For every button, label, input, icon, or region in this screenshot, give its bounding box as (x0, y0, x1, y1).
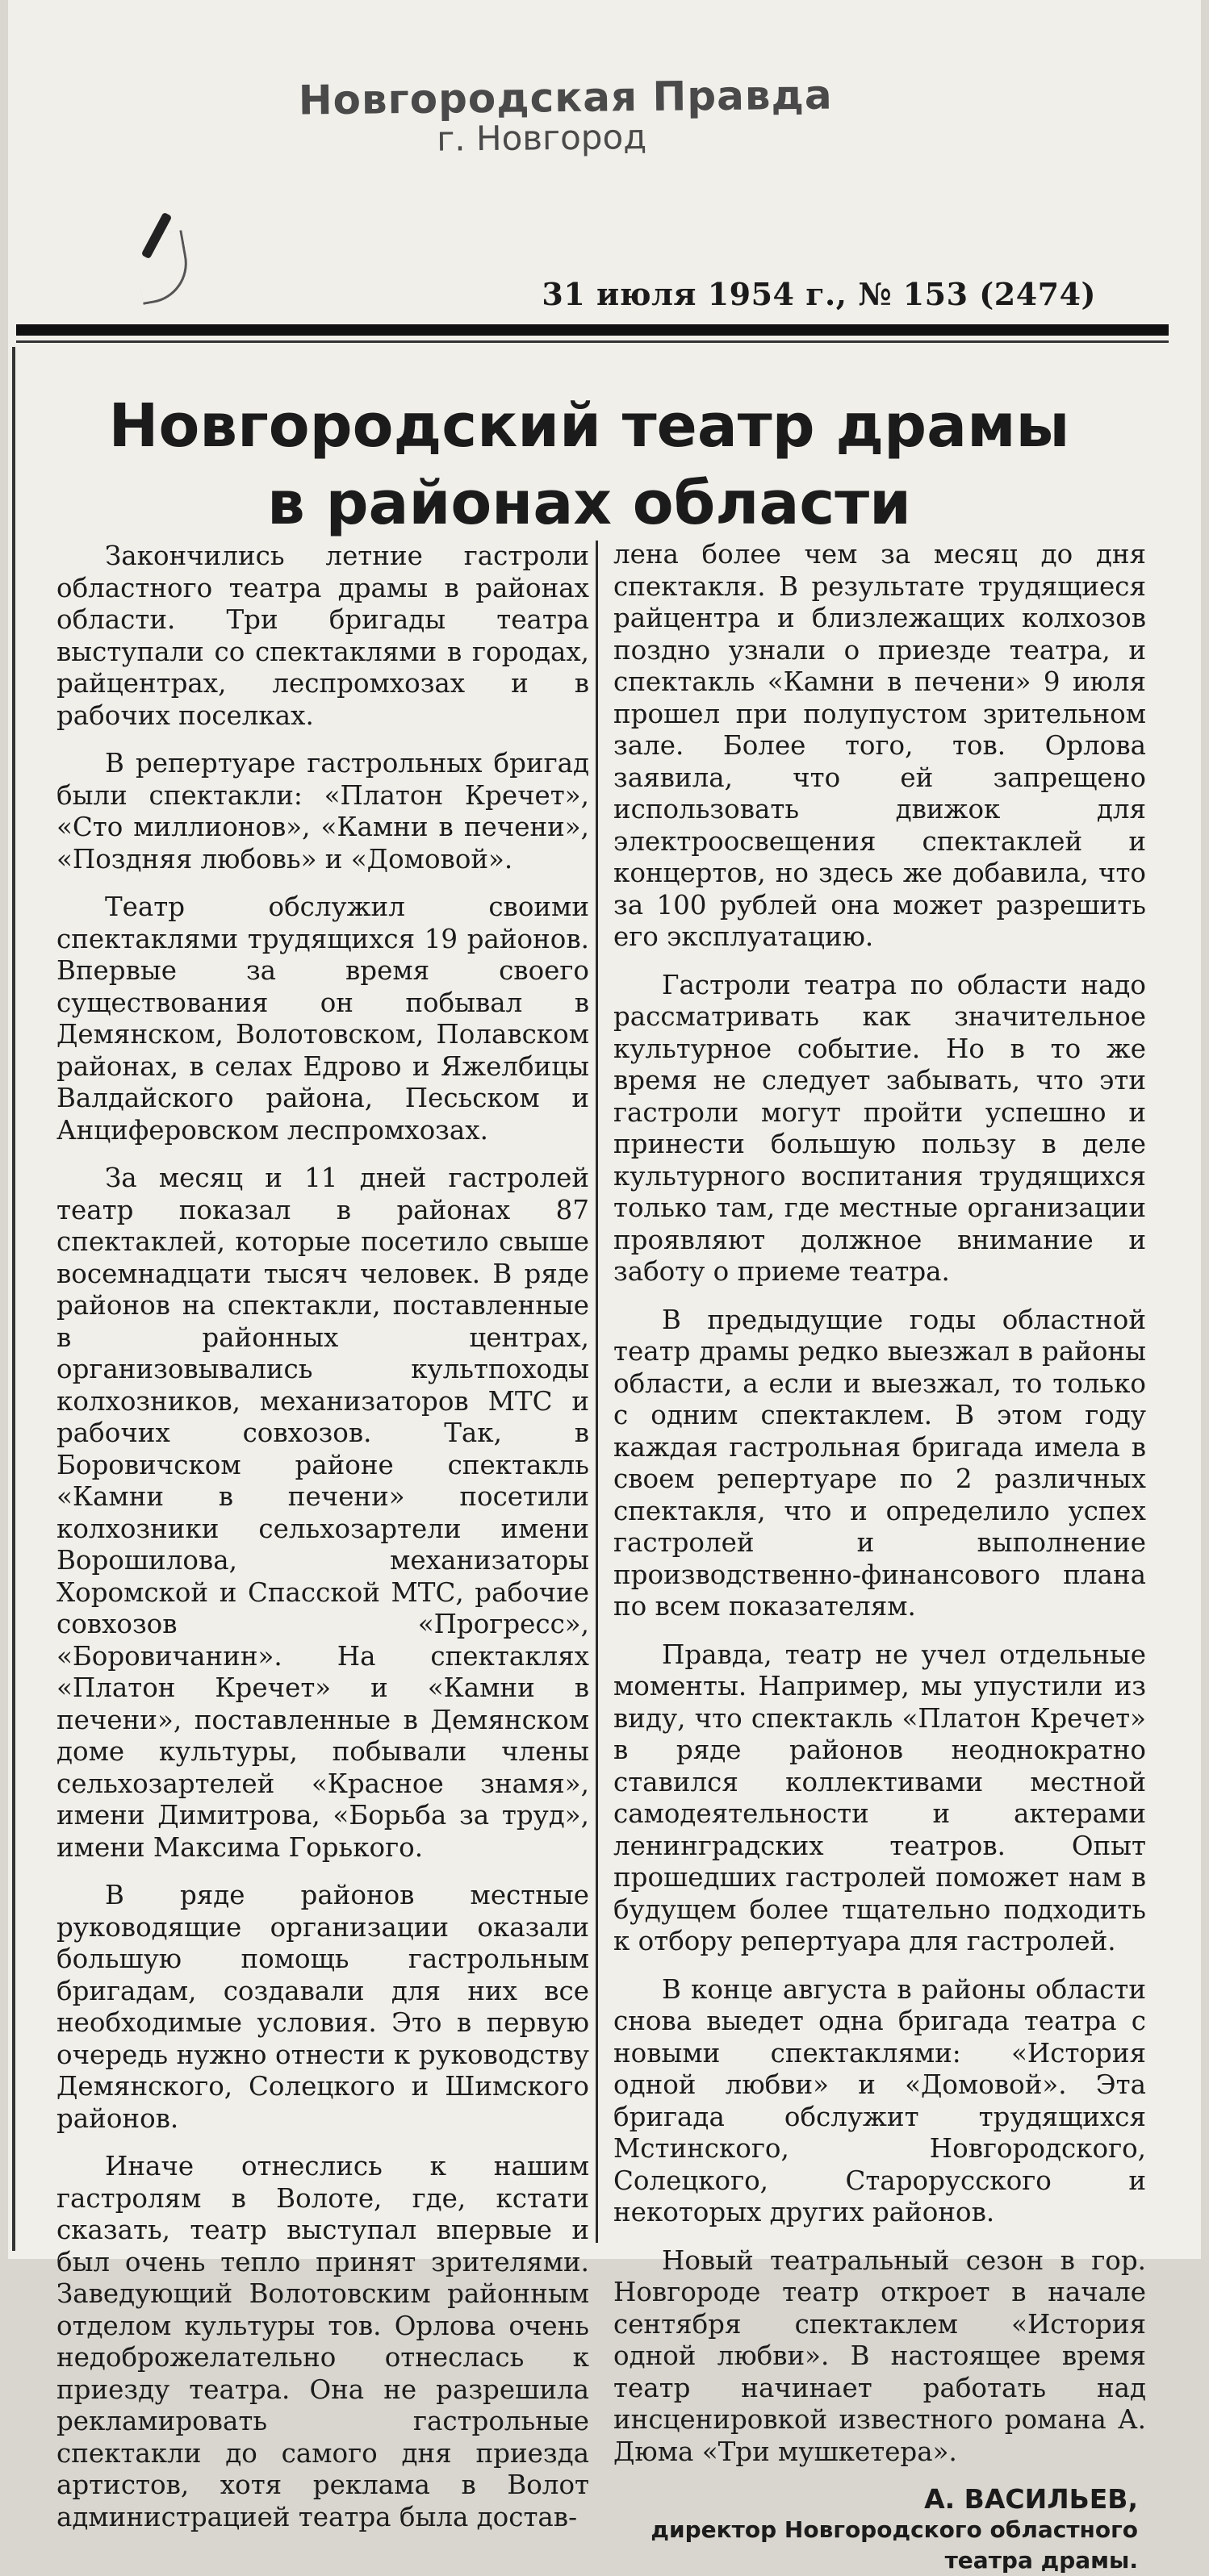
author-title-line-1: директор Новгородского областного (651, 2516, 1138, 2543)
paragraph: В предыдущие годы областной театр драмы редко выезжал в районы области, а если и выезжал, то только с одним спектаклем. В этом году каждая гастрольная бригада имела в своем репертуаре по 2 различных спектакля, что и определило успех гастролей и выполнение производственно-финансового плана по всем показателям. (613, 1304, 1146, 1622)
paragraph: Правда, театр не учел отдельные моменты. Например, мы упустили из виду, что спектакль «Платон Кречет» в ряде районов неоднократно ставился коллективами местной самодеятельности и актерами ленинградских театров. Опыт прошедших гастролей поможет нам в будущем более тщательно подходить к отбору репертуара для гастролей. (613, 1639, 1146, 1956)
author-title-line-2: театра драмы. (944, 2547, 1138, 2574)
paragraph: Иначе отнеслись к нашим гастролям в Волоте, где, кстати сказать, театр выступал впервые и был очень тепло принят зрителями. Заведующий Волотовским районным отделом культуры тов. Орлова очень недоброжелательно отнеслась к приезду театра. Она не разрешила рекламировать гастрольные спектакли до самого дня приезда артистов, хотя реклама в Волот администрацией театра была достав- (56, 2151, 589, 2532)
issue-date-line: 31 июля 1954 г., № 153 (2474) (542, 276, 1096, 312)
paragraph: В репертуаре гастрольных бригад были спектакли: «Платон Кречет», «Сто миллионов», «Камни в печени», «Поздняя любовь» и «Домовой». (56, 748, 589, 875)
article-column-right (613, 539, 1146, 2574)
stamp-newspaper-name: Новгородская Правда (298, 71, 833, 124)
stamp-city: г. Новгород (436, 116, 647, 159)
header-rule-thin (16, 340, 1169, 343)
left-border-line (12, 347, 15, 2251)
newspaper-clipping (8, 0, 1201, 2574)
headline-line-1: Новгородский театр драмы (108, 391, 1070, 461)
header-rule (16, 324, 1169, 336)
author-name: А. ВАСИЛЬЕВ, (924, 2483, 1138, 2515)
column-divider (596, 541, 598, 2243)
pencil-mark-curve (132, 230, 193, 305)
paragraph: Закончились летние гастроли областного театра драмы в районах области. Три бригады театра выступали со спектаклями в городах, райцентрах, леспромхозах и в рабочих поселках. (56, 541, 589, 731)
article-column-left (56, 541, 589, 2532)
paragraph: В конце августа в районы области снова выедет одна бригада театра с новыми спектаклями: «История одной любви» и «Домовой». Эта бригада обслужит трудящихся Мстинского, Новгородского, Солецкого, Старорусского и некоторых других районов. (613, 1973, 1146, 2227)
headline-line-2: в районах области (267, 469, 911, 538)
author-signature (613, 2484, 1146, 2576)
paragraph: Гастроли театра по области надо рассматривать как значительное культурное событие. Но в то же время не следует забывать, что эти гастроли могут пройти успешно и принести большую пользу в деле культурного воспитания трудящихся только там, где местные организации проявляют должное внимание и заботу о приеме театра. (613, 969, 1146, 1287)
paragraph: В ряде районов местные руководящие организации оказали большую помощь гастрольным бригадам, создавали для них все необходимые условия. Это в первую очередь нужно отнести к руководству Демянского, Солецкого и Шимского районов. (56, 1880, 589, 2134)
paragraph: За месяц и 11 дней гастролей театр показал в районах 87 спектаклей, которые посетило свыше восемнадцати тысяч человек. В ряде районов на спектакли, поставленные в районных центрах, организовывались культпоходы колхозников, механизаторов МТС и рабочих совхозов. Так, в Боровичском районе спектакль «Камни в печени» посетили колхозники сельхозартели имени Ворошилова, механизаторы Хоромской и Спасской МТС, рабочие совхозов «Прогресс», «Боровичанин». На спектаклях «Платон Кречет» и «Камни в печени», поставленные в Демянском доме культуры, побывали члены сельхозартелей «Красное знамя», имени Димитрова, «Борьба за труд», имени Максима Горького. (56, 1163, 589, 1863)
paragraph: Новый театральный сезон в гор. Новгороде театр откроет в начале сентября спектаклем «История одной любви». В настоящее время театр начинает работать над инсценировкой известного романа А. Дюма «Три мушкетера». (613, 2244, 1146, 2467)
article-headline (8, 387, 1170, 542)
newspaper-stamp (298, 72, 833, 161)
paragraph: Театр обслужил своими спектаклями трудящихся 19 районов. Впервые за время своего существования он побывал в Демянском, Волотовском, Полавском районах, в селах Едрово и Яжелбицы Валдайского района, Песьском и Анциферовском леспромхозах. (56, 891, 589, 1146)
paragraph-continuation: лена более чем за месяц до дня спектакля. В результате трудящиеся райцентра и близлежащих колхозов поздно узнали о приезде театра, и спектакль «Камни в печени» 9 июля прошел при полупустом зрительном зале. Более того, тов. Орлова заявила, что ей запрещено использовать движок для электроосвещения спектаклей и концертов, но здесь же добавила, что за 100 рублей она может разрешить его эксплуатацию. (613, 539, 1146, 952)
